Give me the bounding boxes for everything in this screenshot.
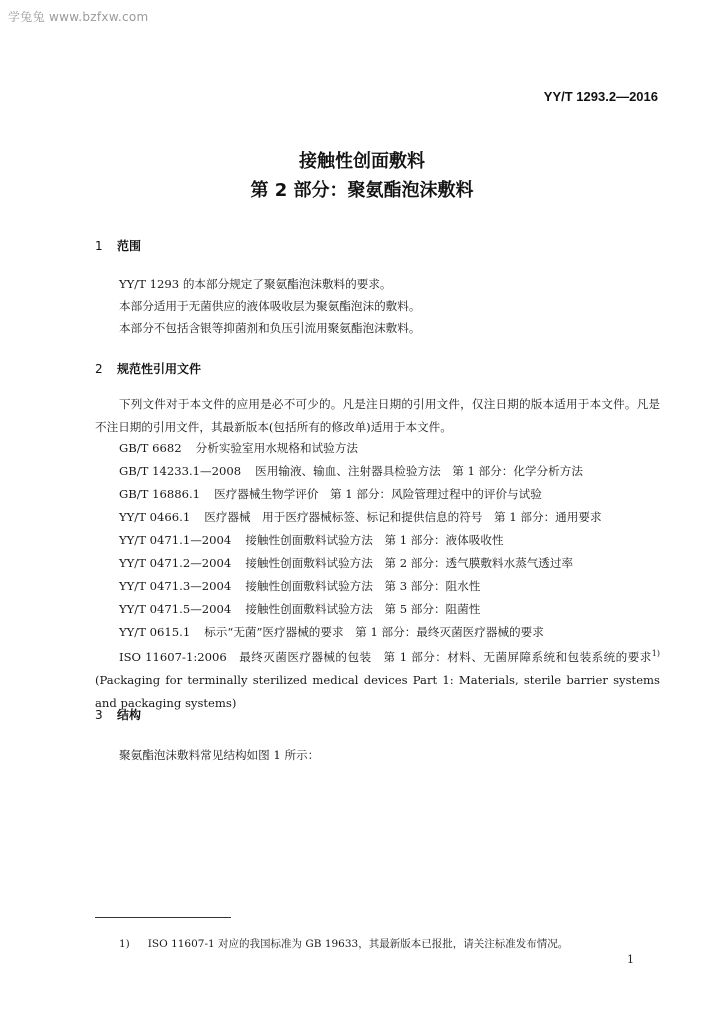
reference-item <box>119 578 494 594</box>
reference-item <box>119 601 494 617</box>
reference-title: 最终灭菌医疗器械的包装 第 1 部分：材料、无菌屏障系统和包装系统的要求 <box>239 649 652 664</box>
reference-item-iso <box>95 642 660 715</box>
reference-title: 医疗器械 用于医疗器械标签、标记和提供信息的符号 第 1 部分：通用要求 <box>204 510 602 524</box>
reference-title: 分析实验室用水规格和试验方法 <box>195 441 358 455</box>
paragraph-intro: 下列文件对于本文件的应用是必不可少的。凡是注日期的引用文件，仅注日期的版本适用于本文件。凡是不注日期的引用文件，其最新版本(包括所有的修改单)适用于本文件。 <box>95 397 660 434</box>
reference-code: GB/T 14233.1—2008 <box>119 464 242 478</box>
section-heading-scope <box>95 237 141 254</box>
footnote <box>119 936 568 951</box>
reference-code: ISO 11607-1:2006 <box>119 649 227 664</box>
reference-code: YY/T 0471.5—2004 <box>119 602 232 616</box>
paragraph: 本部分适用于无菌供应的液体吸收层为聚氨酯泡沫的敷料。 <box>119 299 421 313</box>
section-number: 3 <box>95 708 103 722</box>
reference-item <box>119 509 616 525</box>
reference-code: YY/T 0471.2—2004 <box>119 556 232 570</box>
document-title: 接触性创面敷料 <box>299 151 425 172</box>
watermark: 学兔兔 www.bzfxw.com <box>8 10 149 24</box>
paragraph: 本部分不包括含银等抑菌剂和负压引流用聚氨酯泡沫敷料。 <box>119 321 421 335</box>
reference-title: 接触性创面敷料试验方法 第 3 部分：阻水性 <box>245 579 481 593</box>
section-number: 1 <box>95 239 103 253</box>
reference-title: 医疗器械生物学评价 第 1 部分：风险管理过程中的评价与试验 <box>214 487 542 501</box>
reference-title: 接触性创面敷料试验方法 第 2 部分：透气膜敷料水蒸气透过率 <box>245 556 574 570</box>
reference-item <box>119 463 597 479</box>
reference-code: GB/T 6682 <box>119 441 182 455</box>
section-title: 范围 <box>117 239 142 253</box>
page-number: 1 <box>627 953 634 966</box>
document-subtitle: 第 2 部分：聚氨酯泡沫敷料 <box>250 180 474 201</box>
standard-code: YY/T 1293.2—2016 <box>543 89 658 104</box>
reference-item <box>119 486 556 502</box>
reference-code: YY/T 0615.1 <box>119 625 191 639</box>
section-number: 2 <box>95 362 103 376</box>
reference-item <box>119 624 558 640</box>
paragraph: 聚氨酯泡沫敷料常见结构如图 1 所示： <box>119 748 320 762</box>
section-title: 结构 <box>117 708 142 722</box>
reference-title: 标示“无菌”医疗器械的要求 第 1 部分：最终灭菌医疗器械的要求 <box>204 625 544 639</box>
reference-code: YY/T 0466.1 <box>119 510 191 524</box>
section-heading-normative-references <box>95 360 201 377</box>
reference-item <box>119 555 587 571</box>
reference-item <box>119 440 372 456</box>
reference-title: 医用输液、输血、注射器具检验方法 第 1 部分：化学分析方法 <box>255 464 583 478</box>
reference-code: GB/T 16886.1 <box>119 487 201 501</box>
reference-title: 接触性创面敷料试验方法 第 5 部分：阻菌性 <box>245 602 481 616</box>
reference-item <box>119 532 518 548</box>
section-heading-structure <box>95 706 141 723</box>
reference-title: 接触性创面敷料试验方法 第 1 部分：液体吸收性 <box>245 533 504 547</box>
paragraph: YY/T 1293 的本部分规定了聚氨酯泡沫敷料的要求。 <box>119 277 392 291</box>
footnote-text: ISO 11607-1 对应的我国标准为 GB 19633，其最新版本已报批，请关注标准发布情况。 <box>147 938 569 950</box>
footnote-divider <box>95 917 231 918</box>
footnote-marker: 1) <box>651 649 660 658</box>
reference-title-english: (Packaging for terminally sterilized medical devices Part 1: Materials, sterile barrier systems and packaging systems) <box>95 672 660 710</box>
section-title: 规范性引用文件 <box>117 362 202 376</box>
reference-code: YY/T 0471.3—2004 <box>119 579 232 593</box>
reference-code: YY/T 0471.1—2004 <box>119 533 232 547</box>
footnote-number: 1) <box>119 938 130 950</box>
